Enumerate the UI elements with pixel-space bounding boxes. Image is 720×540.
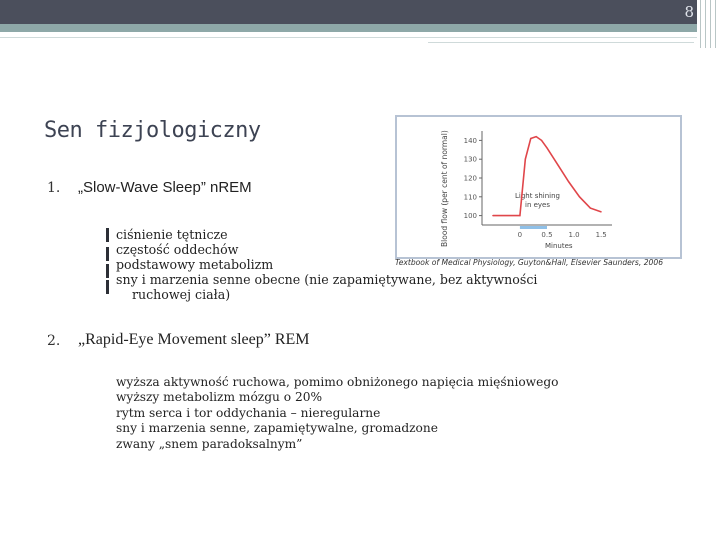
data-point — [525, 159, 526, 160]
x-axis-label: Minutes — [545, 242, 573, 250]
list-item-continuation: ruchowej ciała) — [132, 287, 231, 302]
y-tick-label: 100 — [463, 212, 477, 221]
slide-number: 8 — [684, 3, 694, 21]
annotation-line-2: in eyes — [525, 201, 551, 209]
x-tick-label: 0 — [517, 231, 523, 239]
list-item: sny i marzenia senne, zapamiętywalne, gromadzone — [116, 421, 438, 436]
slide-title: Sen fizjologiczny — [44, 118, 261, 143]
accent-strip — [0, 24, 697, 32]
x-tick-label: 1.0 — [568, 231, 580, 239]
blood-flow-chart — [397, 117, 680, 257]
data-point — [492, 215, 493, 216]
data-point — [568, 181, 569, 182]
figure-caption: Textbook of Medical Physiology, Guyton&Hall, Elsevier Saunders, 2006 — [395, 258, 664, 267]
data-point — [546, 147, 547, 148]
data-point — [590, 207, 591, 208]
annotation-line-1: Light shining — [515, 192, 560, 200]
data-point — [519, 215, 520, 216]
edge-decoration — [697, 0, 720, 50]
divider-line — [0, 37, 697, 38]
section-2-list — [116, 375, 558, 452]
section-number-2: 2. — [47, 333, 61, 349]
list-item: wyższy metabolizm mózgu o 20% — [116, 390, 323, 405]
list-item: częstość oddechów — [116, 242, 239, 257]
bullet-marker — [106, 264, 109, 278]
list-item: zwany „snem paradoksalnym” — [116, 436, 303, 451]
data-point — [557, 164, 558, 165]
title-bar — [0, 0, 697, 24]
x-tick-label: 0.5 — [541, 231, 553, 239]
y-tick-label: 120 — [463, 174, 477, 183]
blood-flow-figure — [395, 115, 682, 259]
y-tick-label: 140 — [463, 136, 477, 145]
data-point — [579, 196, 580, 197]
data-point — [541, 140, 542, 141]
y-axis-label: Blood flow (per cent of normal) — [440, 130, 449, 247]
list-item: podstawowy metabolizm — [116, 257, 274, 272]
list-item: ciśnienie tętnicze — [116, 227, 228, 242]
data-point — [536, 136, 537, 137]
stimulus-bar — [520, 226, 547, 229]
divider-line-right — [428, 42, 694, 43]
list-item: sny i marzenia senne obecne (nie zapamiętywane, bez aktywności — [116, 272, 538, 287]
bullet-marker — [106, 280, 109, 294]
x-tick-label: 1.5 — [595, 231, 607, 239]
bullet-marker — [106, 228, 109, 242]
bullet-marker — [106, 247, 109, 261]
y-tick-label: 110 — [463, 193, 477, 202]
section-heading-1: „Slow-Wave Sleep” nREM — [78, 179, 252, 196]
section-number-1: 1. — [47, 180, 61, 196]
data-point — [530, 138, 531, 139]
y-tick-label: 130 — [463, 155, 477, 164]
data-point — [601, 211, 602, 212]
list-item: wyższa aktywność ruchowa, pomimo obniżonego napięcia mięśniowego — [116, 375, 559, 389]
list-item: rytm serca i tor oddychania – nieregularne — [116, 405, 381, 420]
section-heading-2: „Rapid-Eye Movement sleep” REM — [78, 331, 310, 348]
